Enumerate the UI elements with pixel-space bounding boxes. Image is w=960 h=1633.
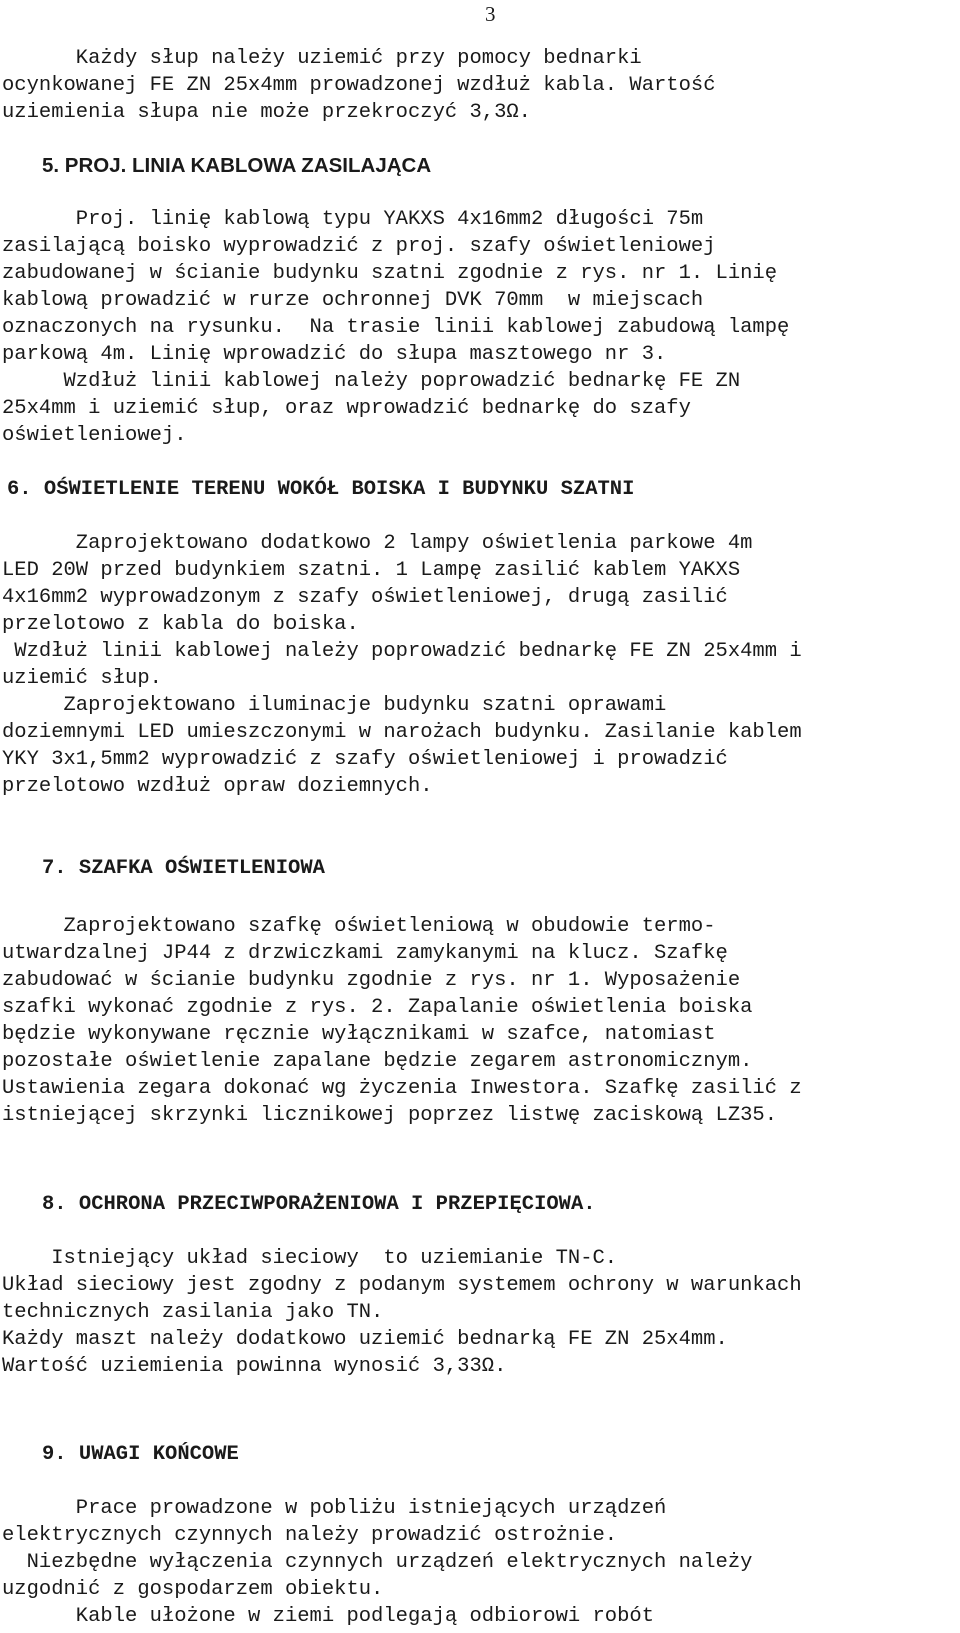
section-6-line: uziemić słup. <box>2 667 162 690</box>
section-9-line: Kable ułożone w ziemi podlegają odbiorowi robót <box>2 1605 655 1628</box>
section-6-line: Zaprojektowano dodatkowo 2 lampy oświetlenia parkowe 4m <box>2 532 753 555</box>
section-6-line: Wzdłuż linii kablowej należy poprowadzić bednarkę FE ZN 25x4mm i <box>2 640 802 663</box>
section-7-line: istniejącej skrzynki licznikowej poprzez listwę zaciskową LZ35. <box>2 1104 778 1127</box>
section-5-line: oznaczonych na rysunku. Na trasie linii kablowej zabudową lampę <box>2 316 790 339</box>
page-number: 3 <box>485 2 496 26</box>
section-7-line: pozostałe oświetlenie zapalane będzie zegarem astronomicznym. <box>2 1050 753 1073</box>
section-5-line: Wzdłuż linii kablowej należy poprowadzić bednarkę FE ZN <box>2 370 741 393</box>
section-7-heading: 7. SZAFKA OŚWIETLENIOWA <box>42 857 325 880</box>
section-8-heading: 8. OCHRONA PRZECIWPORAŻENIOWA I PRZEPIĘCIOWA. <box>42 1193 596 1216</box>
section-6-line: YKY 3x1,5mm2 wyprowadzić z szafy oświetleniowej i prowadzić <box>2 748 728 771</box>
section-5-line: Proj. linię kablową typu YAKXS 4x16mm2 długości 75m <box>2 208 704 231</box>
section-7-line: utwardzalnej JP44 z drzwiczkami zamykanymi na klucz. Szafkę <box>2 942 728 965</box>
section-6-line: przelotowo z kabla do boiska. <box>2 613 359 636</box>
section-8-line: technicznych zasilania jako TN. <box>2 1301 384 1324</box>
section-7-line: będzie wykonywane ręcznie wyłącznikami w szafce, natomiast <box>2 1023 716 1046</box>
section-5-line: kablową prowadzić w rurze ochronnej DVK 70mm w miejscach <box>2 289 704 312</box>
section-7-line: zabudować w ścianie budynku zgodnie z rys. nr 1. Wyposażenie <box>2 969 741 992</box>
section-8-line: Istniejący układ sieciowy to uziemianie TN-C. <box>2 1247 618 1270</box>
section-8-line: Układ sieciowy jest zgodny z podanym systemem ochrony w warunkach <box>2 1274 802 1297</box>
intro-line: uziemienia słupa nie może przekroczyć 3,3Ω. <box>2 101 531 124</box>
section-5-line: oświetleniowej. <box>2 424 187 447</box>
section-7-line: Ustawienia zegara dokonać wg życzenia Inwestora. Szafkę zasilić z <box>2 1077 802 1100</box>
section-6-line: LED 20W przed budynkiem szatni. 1 Lampę zasilić kablem YAKXS <box>2 559 741 582</box>
section-5-line: 25x4mm i uziemić słup, oraz wprowadzić bednarkę do szafy <box>2 397 691 420</box>
section-8-line: Każdy maszt należy dodatkowo uziemić bednarką FE ZN 25x4mm. <box>2 1328 728 1351</box>
section-6-heading: 6. OŚWIETLENIE TERENU WOKÓŁ BOISKA I BUDYNKU SZATNI <box>7 478 635 501</box>
section-9-heading: 9. UWAGI KOŃCOWE <box>42 1443 239 1466</box>
section-6-line: 4x16mm2 wyprowadzonym z szafy oświetleniowej, drugą zasilić <box>2 586 728 609</box>
section-6-line: Zaprojektowano iluminacje budynku szatni oprawami <box>2 694 667 717</box>
section-9-line: uzgodnić z gospodarzem obiektu. <box>2 1578 384 1601</box>
section-9-line: elektrycznych czynnych należy prowadzić ostrożnie. <box>2 1524 618 1547</box>
section-9-line: Prace prowadzone w pobliżu istniejących urządzeń <box>2 1497 667 1520</box>
intro-line: ocynkowanej FE ZN 25x4mm prowadzonej wzdłuż kabla. Wartość <box>2 74 716 97</box>
section-6-line: doziemnymi LED umieszczonymi w narożach budynku. Zasilanie kablem <box>2 721 802 744</box>
section-7-line: Zaprojektowano szafkę oświetleniową w obudowie termo- <box>2 915 716 938</box>
section-6-line: przelotowo wzdłuż opraw doziemnych. <box>2 775 433 798</box>
section-5-line: parkową 4m. Linię wprowadzić do słupa masztowego nr 3. <box>2 343 667 366</box>
section-7-line: szafki wykonać zgodnie z rys. 2. Zapalanie oświetlenia boiska <box>2 996 753 1019</box>
section-5-heading: 5. PROJ. LINIA KABLOWA ZASILAJĄCA <box>42 154 432 177</box>
section-8-line: Wartość uziemienia powinna wynosić 3,33Ω. <box>2 1355 507 1378</box>
section-9-line: Niezbędne wyłączenia czynnych urządzeń elektrycznych należy <box>2 1551 753 1574</box>
intro-line: Każdy słup należy uziemić przy pomocy bednarki <box>2 47 642 70</box>
section-5-line: zasilającą boisko wyprowadzić z proj. szafy oświetleniowej <box>2 235 716 258</box>
section-5-line: zabudowanej w ścianie budynku szatni zgodnie z rys. nr 1. Linię <box>2 262 778 285</box>
